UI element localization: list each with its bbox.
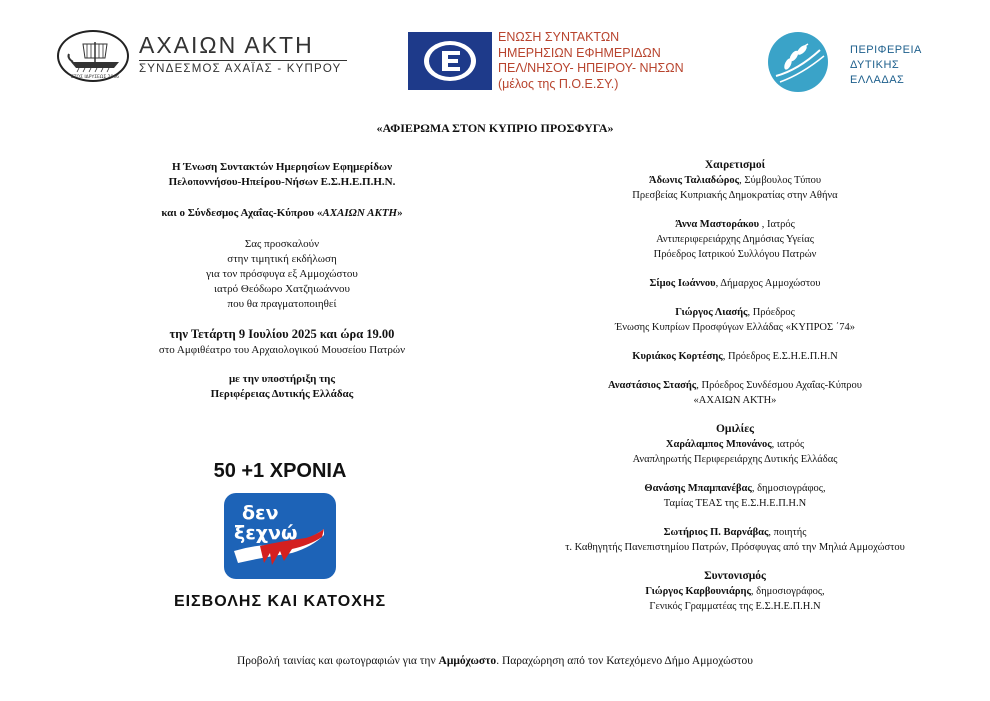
esiepin-line: ΗΜΕΡΗΣΙΩΝ ΕΦΗΜΕΡΙΔΩΝ	[498, 45, 661, 60]
speaker-name: Γιώργος Καρβουνιάρης	[645, 586, 751, 597]
invasion-heading: ΕΙΣΒΟΛΗΣ ΚΑΙ ΚΑΤΟΧΗΣ	[173, 593, 387, 610]
invite-line: στην τιμητική εκδήλωση	[227, 253, 337, 265]
union-line: Πελοποννήσου-Ηπείρου-Νήσων Ε.Σ.Η.Ε.Π.Η.Ν.	[168, 176, 396, 188]
akti-title: ΑΧΑΙΩΝ ΑΚΤΗ	[139, 32, 314, 58]
speaker-role-line: «ΑΧΑΙΩΝ ΑΚΤΗ»	[693, 395, 777, 406]
speaker-name: Χαράλαμπος Μπονάνος	[665, 439, 772, 450]
region-line: ΠΕΡΙΦΕΡΕΙΑ	[850, 44, 922, 56]
speaker-name: Θανάσης Μπαμπανέβας	[644, 483, 752, 494]
akti-logo	[57, 30, 347, 86]
speaker-name: Άννα Μαστοράκου	[675, 219, 760, 230]
association-name: ΑΧΑΙΩΝ ΑΚΤΗ	[322, 207, 398, 219]
esiepin-logo	[408, 30, 698, 98]
speaker-entry	[505, 173, 965, 188]
support-line: με την υποστήριξη της	[228, 373, 336, 385]
esiepin-line: ΠΕΛ/ΝΗΣΟΥ- ΗΠΕΙΡΟΥ- ΝΗΣΩΝ	[498, 61, 684, 75]
speaker-role: , ποιητής	[768, 527, 807, 538]
seal-text: ΕΤΟΣ ΙΔΡΥΣΕΩΣ 2006	[70, 75, 120, 80]
esiepin-emblem-icon	[408, 32, 492, 90]
akti-divider	[139, 60, 347, 61]
esiepin-line: ΕΝΩΣΗ ΣΥΝΤΑΚΤΩΝ	[498, 30, 620, 44]
event-venue: στο Αμφιθέατρο του Αρχαιολογικού Μουσείου Πατρών	[158, 344, 406, 356]
speaker-role-line: τ. Καθηγητής Πανεπιστημίου Πατρών, Πρόσφυγας από την Μηλιά Αμμοχώστου	[565, 542, 905, 553]
footer-text: Προβολή ταινίας και φωτογραφιών για την	[237, 655, 439, 667]
speaker-role: , Ιατρός	[759, 219, 795, 230]
invite-line: Σας προσκαλούν	[244, 238, 320, 250]
poster-word: δεν	[242, 502, 279, 524]
speaker-entry	[505, 525, 965, 540]
event-date: την Τετάρτη 9 Ιουλίου 2025 και ώρα 19.00	[169, 327, 395, 341]
speaker-role: , δημοσιογράφος,	[750, 586, 825, 597]
speaker-role: , Σύμβουλος Τύπου	[739, 175, 822, 186]
speaker-role-line: Αναπληρωτής Περιφερειάρχης Δυτικής Ελλάδας	[632, 454, 838, 465]
invitation-column	[127, 160, 437, 402]
speaker-name: Σωτήριος Π. Βαρνάβας	[663, 527, 769, 538]
speaker-role: , Δήμαρχος Αμμοχώστου	[715, 278, 821, 289]
union-line: Η Ένωση Συντακτών Ημερησίων Εφημερίδων	[171, 161, 392, 173]
invite-line: ιατρό Θεόδωρο Χατζηιωάννου	[214, 283, 350, 295]
speaker-entry	[505, 349, 965, 364]
esiepin-line: (μέλος της Π.Ο.Ε.ΣΥ.)	[498, 76, 619, 91]
region-emblem-icon	[764, 30, 834, 94]
region-text	[850, 43, 922, 88]
speaker-role-line: Γενικός Γραμματέας της Ε.Σ.Η.Ε.Π.Η.Ν	[649, 601, 821, 612]
speaker-role: , Πρόεδρος Ε.Σ.Η.Ε.Π.Η.Ν	[722, 351, 838, 362]
speaker-role: , Πρόεδρος Συνδέσμου Αχαΐας-Κύπρου	[696, 380, 862, 391]
speaker-name: Άδωνις Ταλιαδώρος	[648, 175, 740, 186]
anniversary-block	[100, 460, 460, 611]
speaker-role: , ιατρός	[771, 439, 805, 450]
speaker-role-line: Αντιπεριφερειάρχης Δημόσιας Υγείας	[656, 234, 814, 245]
speaker-entry	[505, 305, 965, 320]
program-column	[505, 158, 965, 614]
association-prefix: και ο Σύνδεσμος Αχαΐας-Κύπρου «	[161, 207, 323, 219]
invite-line: που θα πραγματοποιηθεί	[227, 298, 337, 310]
speaker-entry	[505, 217, 965, 232]
footer-text: . Παραχώρηση από τον Κατεχόμενο Δήμο Αμμοχώστου	[496, 655, 753, 667]
event-title: «ΑΦΙΕΡΩΜΑ ΣΤΟΝ ΚΥΠΡΙΟ ΠΡΟΣΦΥΓΑ»	[376, 121, 614, 135]
akti-subtitle: ΣΥΝΔΕΣΜΟΣ ΑΧΑΪΑΣ - ΚΥΠΡΟΥ	[139, 63, 342, 75]
region-line: ΕΛΛΑΔΑΣ	[850, 74, 905, 86]
speaker-role-line: Ένωσης Κυπρίων Προσφύγων Ελλάδας «ΚΥΠΡΟΣ ΄74»	[615, 322, 855, 333]
association-suffix: »	[397, 207, 403, 219]
speaker-entry	[505, 437, 965, 452]
speaker-role-line: Ταμίας ΤΕΑΣ της Ε.Σ.Η.Ε.Π.Η.Ν	[663, 498, 807, 509]
speaker-entry	[505, 481, 965, 496]
speaker-name: Γιώργος Λιασής	[675, 307, 748, 318]
speeches-heading: Ομιλίες	[715, 423, 754, 435]
speaker-role: , δημοσιογράφος,	[751, 483, 826, 494]
region-line: ΔΥΤΙΚΗΣ	[850, 59, 900, 71]
speaker-name: Κυριάκος Κορτέσης	[632, 351, 723, 362]
coordination-heading: Συντονισμός	[704, 570, 766, 582]
region-logo	[760, 30, 940, 94]
greetings-heading: Χαιρετισμοί	[704, 159, 766, 171]
esiepin-text	[498, 30, 684, 92]
support-line: Περιφέρειας Δυτικής Ελλάδας	[210, 388, 354, 400]
footer-place: Αμμόχωστο	[438, 655, 497, 667]
poster-word: ξεχνώ	[234, 522, 298, 544]
speaker-role: , Πρόεδρος	[747, 307, 795, 318]
den-xehno-poster	[220, 491, 340, 581]
speaker-entry	[505, 378, 965, 393]
speaker-entry	[505, 584, 965, 599]
speaker-role-line: Πρόεδρος Ιατρικού Συλλόγου Πατρών	[653, 249, 817, 260]
esiepin-emblem	[408, 32, 492, 90]
speaker-name: Σίμος Ιωάννου	[649, 278, 716, 289]
speaker-entry	[505, 276, 965, 291]
ship-icon	[59, 32, 131, 84]
association-line	[127, 206, 437, 221]
years-heading: 50 +1 ΧΡΟΝΙΑ	[213, 460, 347, 482]
ship-seal	[57, 30, 129, 82]
footer-note	[0, 655, 990, 667]
speaker-role-line: Πρεσβείας Κυπριακής Δημοκρατίας στην Αθήνα	[632, 190, 838, 201]
speaker-name: Αναστάσιος Στασής	[608, 380, 697, 391]
invite-line: για τον πρόσφυγα εξ Αμμοχώστου	[206, 268, 358, 280]
